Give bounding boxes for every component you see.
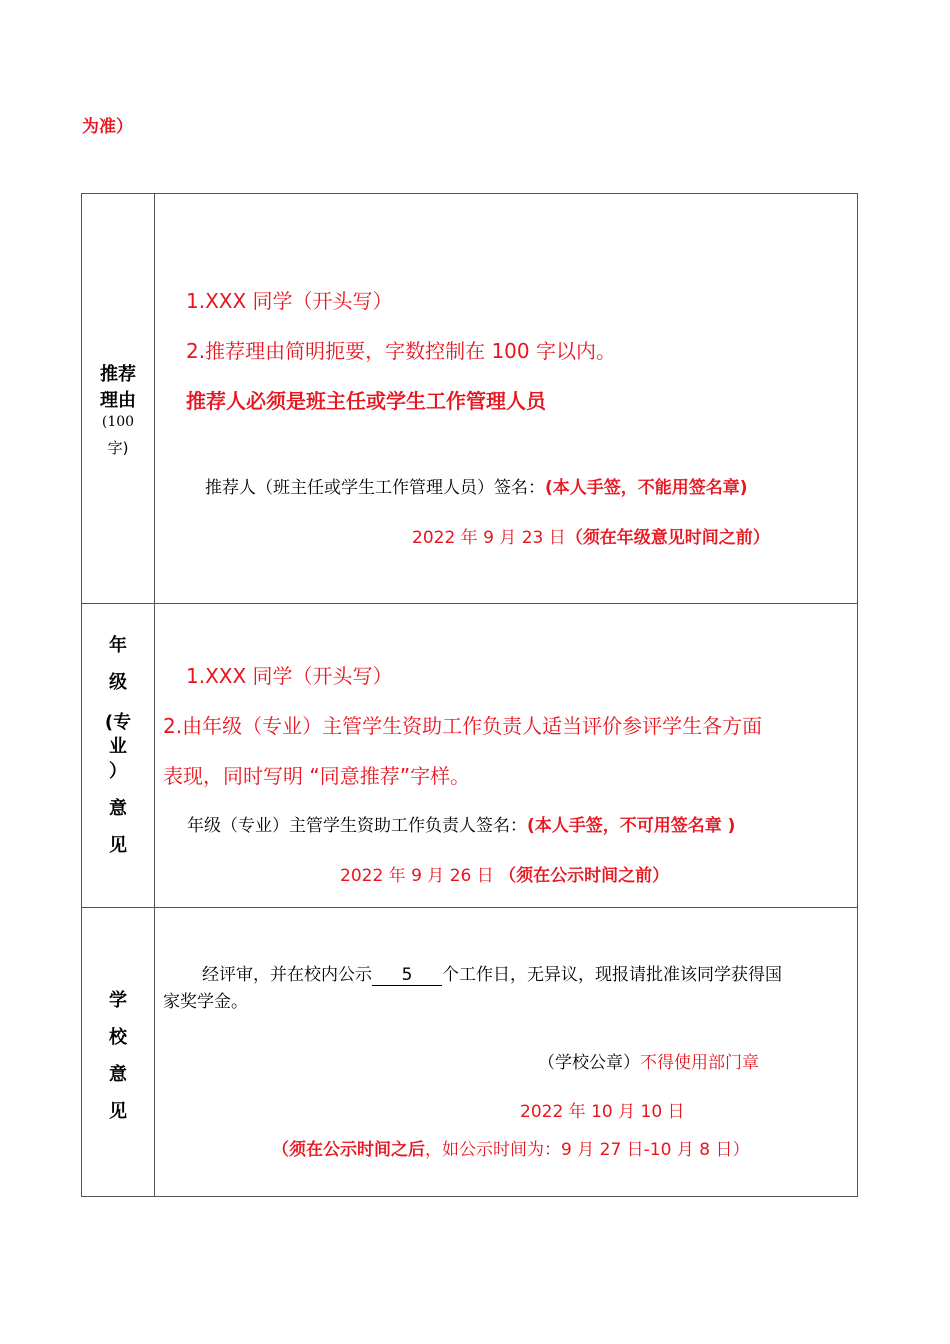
grade-line-3: 表现，同时写明 “同意推荐”字样。: [163, 764, 471, 788]
recommend-date-note: （须在年级意见时间之前）: [565, 528, 770, 548]
row-divider-2: [82, 907, 857, 908]
school-date-note-line: [272, 1135, 749, 1160]
school-text-line-2: 家奖学金。: [163, 992, 248, 1012]
school-seal: （学校公章）: [538, 1053, 640, 1073]
recommend-date: 2022 年 9 月 23 日: [412, 528, 566, 548]
school-label-char: 意: [109, 1064, 127, 1085]
recommend-line-1: 1.XXX 同学（开头写）: [186, 289, 393, 313]
school-label-char: 学: [109, 990, 127, 1011]
recommend-label-1: 推荐: [100, 364, 136, 385]
school-seal-note: 不得使用部门章: [640, 1053, 759, 1073]
recommend-line-3: 推荐人必须是班主任或学生工作管理人员: [186, 389, 546, 413]
grade-label-char: (专: [104, 712, 132, 733]
grade-line-2: 2.由年级（专业）主管学生资助工作负责人适当评价参评学生各方面: [163, 714, 763, 738]
grade-label-char: ）: [109, 761, 127, 782]
grade-label-char: 年: [109, 635, 127, 656]
grade-date: 2022 年 9 月 26 日: [340, 866, 500, 886]
approval-form-table: [81, 193, 858, 1197]
school-label-char: 见: [109, 1101, 127, 1122]
grade-label-char: 意: [109, 798, 127, 819]
grade-signature-line: [187, 811, 735, 836]
grade-label-char: 业: [109, 736, 127, 757]
school-label-char: 校: [109, 1027, 127, 1048]
school-text-after: 个工作日，无异议，现报请批准该同学获得国: [442, 965, 782, 985]
school-date-note-rest: ，如公示时间为：9 月 27 日-10 月 8 日）: [425, 1140, 750, 1160]
school-text-before: 经评审，并在校内公示: [202, 965, 372, 985]
recommend-label-2: 理由: [100, 390, 136, 411]
grade-date-line: [340, 861, 669, 886]
grade-date-note: （须在公示时间之前）: [499, 866, 670, 886]
column-divider: [154, 194, 155, 1196]
school-days-value: 5: [372, 965, 442, 986]
school-text-line-1: [202, 960, 782, 986]
row-divider-1: [82, 603, 857, 604]
recommend-sign-note: (本人手签，不能用签名章): [545, 478, 748, 498]
recommend-label-4: 字): [107, 439, 129, 457]
grade-label-char: 级: [109, 672, 127, 693]
grade-line-1: 1.XXX 同学（开头写）: [186, 664, 393, 688]
school-seal-line: [538, 1048, 759, 1073]
recommend-label-3: (100: [101, 414, 135, 430]
recommend-sign-prefix: 推荐人（班主任或学生工作管理人员）签名：: [205, 478, 545, 498]
recommend-date-line: [412, 523, 770, 548]
top-note: 为准）: [82, 117, 133, 137]
grade-sign-note: (本人手签，不可用签名章 ): [527, 816, 736, 836]
recommend-signature-line: [205, 473, 748, 498]
grade-sign-prefix: 年级（专业）主管学生资助工作负责人签名：: [187, 816, 527, 836]
school-date-note-bold: （须在公示时间之后: [272, 1140, 425, 1160]
grade-label-char: 见: [109, 835, 127, 856]
school-date: 2022 年 10 月 10 日: [520, 1102, 685, 1122]
recommend-line-2: 2.推荐理由简明扼要，字数控制在 100 字以内。: [186, 339, 616, 363]
